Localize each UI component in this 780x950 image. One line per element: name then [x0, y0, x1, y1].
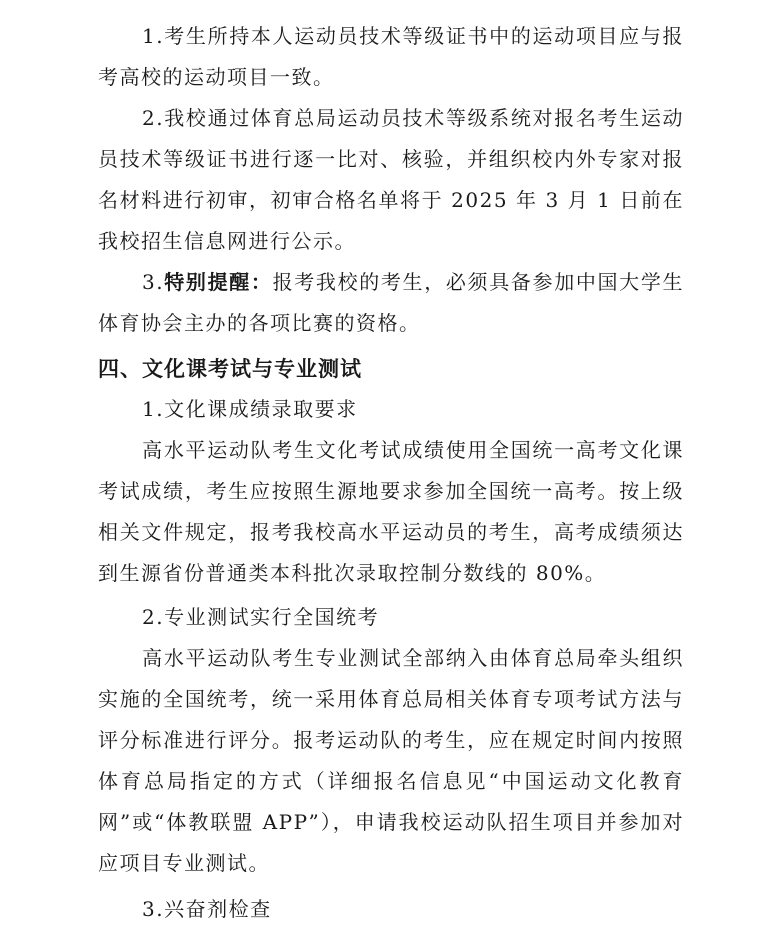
paragraph-item-3	[98, 262, 684, 344]
section-heading: 四、文化课考试与专业测试	[98, 356, 362, 381]
subsection-title-2: 2.专业测试实行全国统考	[142, 605, 380, 629]
paragraph-culture-score	[98, 430, 684, 594]
special-reminder-label: 特别提醒：	[164, 270, 273, 294]
paragraph-text: 高水平运动队考生文化考试成绩使用全国统一高考文化课考试成绩，考生应按照生源地要求参加全国统一高考。按上级相关文件规定，报考我校高水平运动员的考生，高考成绩须达到生源省份普通类本科批次录取控制分数线的 80%。	[98, 438, 684, 585]
paragraph-professional-test	[98, 638, 684, 884]
paragraph-text: 1.考生所持本人运动员技术等级证书中的运动项目应与报考高校的运动项目一致。	[98, 24, 684, 89]
paragraph-item-1	[98, 16, 684, 98]
paragraph-text: 2.我校通过体育总局运动员技术等级系统对报名考生运动员技术等级证书进行逐一比对、核验，并组织校内外专家对报名材料进行初审，初审合格名单将于 2025 年 3 月 1 日前在我校招生信息网进行公示。	[98, 106, 684, 253]
paragraph-item-2	[98, 98, 684, 262]
paragraph-text: 报考我校的考生，必须具备参加中国大学生体育协会主办的各项比赛的资格。	[98, 270, 685, 335]
paragraph-text: 高水平运动队考生专业测试全部纳入由体育总局牵头组织实施的全国统考，统一采用体育总局相关体育专项考试方法与评分标准进行评分。报考运动队的考生，应在规定时间内按照体育总局指定的方式（详细报名信息见“中国运动文化教育网”或“体教联盟 APP”），申请我校运动队招生项目并参加对应项目专业测试。	[98, 646, 684, 875]
subsection-title-3: 3.兴奋剂检查	[142, 897, 272, 921]
subsection-title-1: 1.文化课成绩录取要求	[142, 397, 358, 421]
item-number: 3.	[142, 270, 165, 294]
